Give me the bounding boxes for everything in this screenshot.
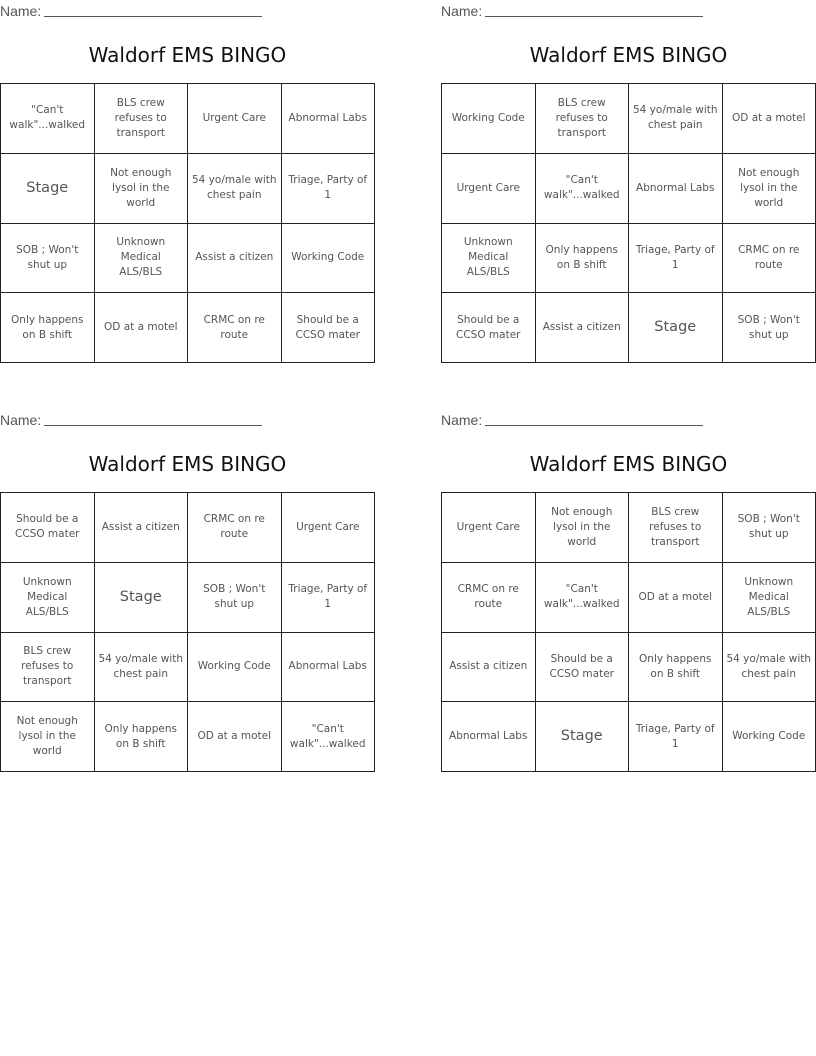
bingo-cell[interactable]: Triage, Party of 1 [282,154,376,224]
bingo-card-top-right [441,0,816,362]
bingo-cell[interactable]: Urgent Care [188,84,282,154]
bingo-cell[interactable]: Should be a CCSO mater [536,633,630,703]
bingo-cell[interactable]: Not enough lysol in the world [1,702,95,772]
card-title: Waldorf EMS BINGO [88,452,287,476]
bingo-cell[interactable]: Triage, Party of 1 [282,563,376,633]
bingo-cell[interactable]: 54 yo/male with chest pain [629,84,723,154]
name-field [0,411,262,429]
name-label: Name: [441,3,483,19]
bingo-cell[interactable]: Not enough lysol in the world [723,154,816,224]
bingo-cell[interactable]: CRMC on re route [723,224,816,294]
card-title: Waldorf EMS BINGO [529,452,728,476]
bingo-grid [441,492,816,772]
bingo-cell[interactable]: Triage, Party of 1 [629,702,723,772]
bingo-card-bottom-left [0,409,375,771]
bingo-cell[interactable]: 54 yo/male with chest pain [188,154,282,224]
bingo-cell[interactable]: Working Code [723,702,816,772]
bingo-grid [0,492,375,772]
bingo-cell[interactable]: Stage [536,702,630,772]
bingo-cell[interactable]: BLS crew refuses to transport [1,633,95,703]
bingo-cell[interactable]: "Can't walk"...walked [536,154,630,224]
bingo-cell[interactable]: Urgent Care [442,493,536,563]
bingo-cell[interactable]: BLS crew refuses to transport [629,493,723,563]
bingo-cell[interactable]: "Can't walk"...walked [282,702,376,772]
bingo-cell[interactable]: Working Code [442,84,536,154]
bingo-cell[interactable]: OD at a motel [723,84,816,154]
bingo-cell[interactable]: Only happens on B shift [629,633,723,703]
bingo-cell[interactable]: Assist a citizen [188,224,282,294]
bingo-cell[interactable]: Triage, Party of 1 [629,224,723,294]
bingo-cell[interactable]: Unknown Medical ALS/BLS [95,224,189,294]
bingo-cell[interactable]: Stage [629,293,723,363]
bingo-cell[interactable]: Assist a citizen [536,293,630,363]
bingo-grid [441,83,816,363]
bingo-card-top-left [0,0,375,362]
bingo-cell[interactable]: Working Code [282,224,376,294]
bingo-cell[interactable]: Should be a CCSO mater [442,293,536,363]
bingo-cell[interactable]: OD at a motel [629,563,723,633]
name-blank-line[interactable] [485,4,703,17]
bingo-cell[interactable]: Abnormal Labs [442,702,536,772]
bingo-cell[interactable]: "Can't walk"...walked [536,563,630,633]
bingo-cell[interactable]: CRMC on re route [442,563,536,633]
bingo-cell[interactable]: Unknown Medical ALS/BLS [723,563,816,633]
name-field [0,2,262,20]
name-field [441,411,703,429]
bingo-cell[interactable]: BLS crew refuses to transport [95,84,189,154]
card-title: Waldorf EMS BINGO [88,43,287,67]
bingo-cell[interactable]: Unknown Medical ALS/BLS [442,224,536,294]
bingo-cell[interactable]: "Can't walk"...walked [1,84,95,154]
bingo-card-bottom-right [441,409,816,771]
bingo-cell[interactable]: SOB ; Won't shut up [1,224,95,294]
bingo-cell[interactable]: Stage [95,563,189,633]
bingo-cell[interactable]: Only happens on B shift [1,293,95,363]
name-label: Name: [0,3,42,19]
bingo-cell[interactable]: CRMC on re route [188,293,282,363]
bingo-cell[interactable]: Stage [1,154,95,224]
bingo-cell[interactable]: Not enough lysol in the world [95,154,189,224]
bingo-cell[interactable]: Urgent Care [442,154,536,224]
name-blank-line[interactable] [44,413,262,426]
bingo-cell[interactable]: 54 yo/male with chest pain [95,633,189,703]
bingo-cell[interactable]: Not enough lysol in the world [536,493,630,563]
bingo-grid [0,83,375,363]
bingo-cell[interactable]: Assist a citizen [95,493,189,563]
bingo-cell[interactable]: Should be a CCSO mater [282,293,376,363]
bingo-cell[interactable]: Abnormal Labs [282,633,376,703]
bingo-cell[interactable]: BLS crew refuses to transport [536,84,630,154]
bingo-cell[interactable]: Working Code [188,633,282,703]
bingo-cell[interactable]: Abnormal Labs [629,154,723,224]
bingo-cell[interactable]: CRMC on re route [188,493,282,563]
bingo-cell[interactable]: OD at a motel [188,702,282,772]
bingo-cell[interactable]: OD at a motel [95,293,189,363]
bingo-cell[interactable]: Urgent Care [282,493,376,563]
bingo-cell[interactable]: SOB ; Won't shut up [188,563,282,633]
bingo-cell[interactable]: SOB ; Won't shut up [723,293,816,363]
bingo-cell[interactable]: 54 yo/male with chest pain [723,633,816,703]
bingo-cell[interactable]: Should be a CCSO mater [1,493,95,563]
card-title: Waldorf EMS BINGO [529,43,728,67]
bingo-cell[interactable]: Abnormal Labs [282,84,376,154]
bingo-cell[interactable]: Only happens on B shift [95,702,189,772]
name-label: Name: [441,412,483,428]
bingo-cell[interactable]: Only happens on B shift [536,224,630,294]
bingo-cell[interactable]: Assist a citizen [442,633,536,703]
name-blank-line[interactable] [485,413,703,426]
name-field [441,2,703,20]
name-blank-line[interactable] [44,4,262,17]
bingo-cell[interactable]: Unknown Medical ALS/BLS [1,563,95,633]
name-label: Name: [0,412,42,428]
bingo-cell[interactable]: SOB ; Won't shut up [723,493,816,563]
